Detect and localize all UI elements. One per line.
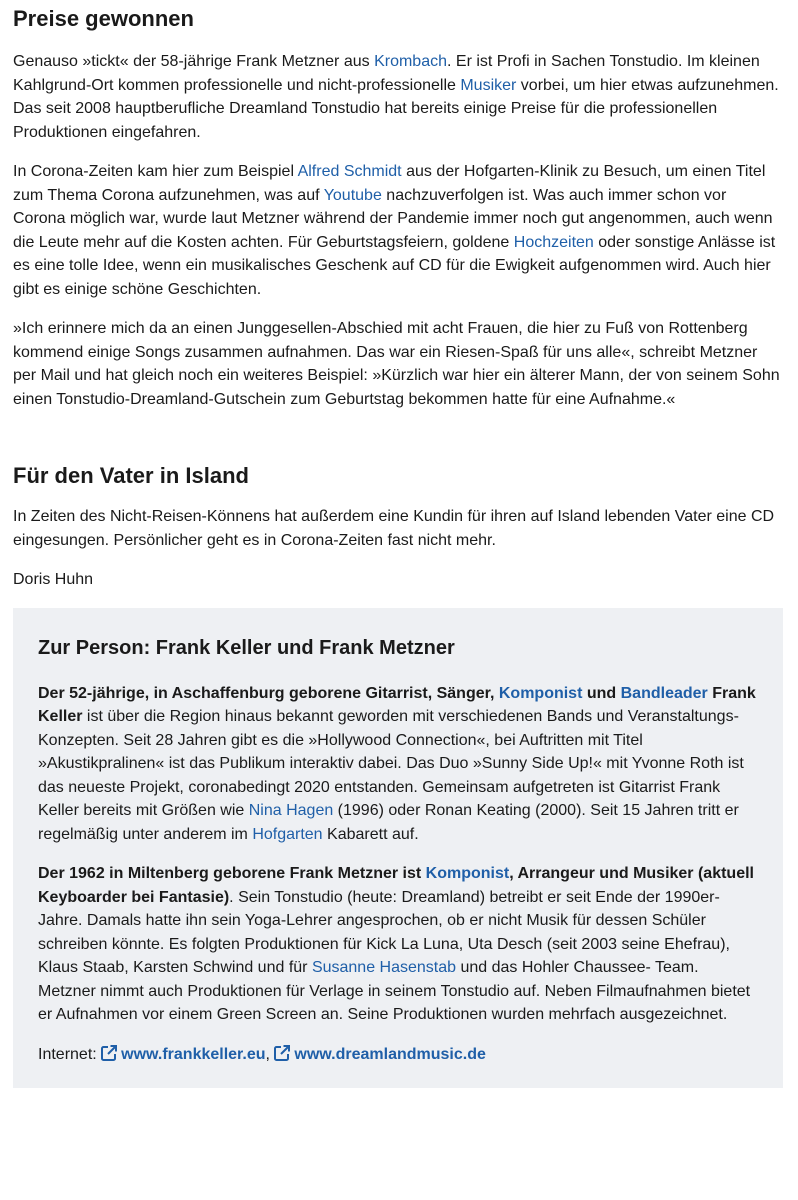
text: ist über die Region hinaus bekannt geworden mit verschiedenen Bands und Veranstaltungs-Konzepten. Seit 28 Jahren gibt es die »Hollywood Connection«, bei Auftritten mit Titel »Akustikpralinen« ist das Publikum interaktiv dabei. Das Duo »Sunny Side Up!« mit Yvonne Roth ist das neueste Projekt, coronabedingt 2020 entstanden. Gemeinsam aufgetreten ist Gitarrist Frank Keller bereits mit Größen wie xyxy=(38,708,744,819)
text: und xyxy=(582,684,621,702)
link-bandleader[interactable]: Bandleader xyxy=(620,684,708,702)
link-komponist[interactable]: Komponist xyxy=(498,684,583,702)
text: Kabarett auf. xyxy=(322,825,419,843)
info-box xyxy=(13,608,783,1089)
quote-paragraph: »Ich erinnere mich da an einen Junggesellen-Abschied mit acht Frauen, die hier zu Fuß von Rottenberg kommend einige Songs zusammen aufnahmen. Das war ein Riesen-Spaß für uns alle«, schreibt Metzner per Mail und hat gleich noch ein weiteres Beispiel: »Kürzlich war hier ein älterer Mann, der von seinem Sohn einen Tonstudio-Dreamland-Gutschein zum Geburtstag bekommen hatte für eine Aufnahme.« xyxy=(13,320,780,408)
paragraph xyxy=(13,160,783,301)
internet-links xyxy=(38,1043,758,1067)
link-nina-hagen[interactable]: Nina Hagen xyxy=(248,802,334,819)
link-frankkeller[interactable] xyxy=(101,1046,265,1063)
author: Doris Huhn xyxy=(13,571,94,588)
text: In Corona-Zeiten kam hier zum Beispiel xyxy=(13,163,298,180)
internet-label: Internet: xyxy=(38,1045,102,1063)
text: nachzuverfolgen ist. Was auch immer schon vor Corona möglich war, wurde laut Metzner während der Pandemie immer noch gut angenommen, auch wenn die Leute mehr auf die Kosten achten. Für Geburtstagsfeiern, goldene xyxy=(13,186,773,251)
text: und das Hohler Chaussee- Team. Metzner nimmt auch Produktionen für Verlage in seinem Tonstudio auf. Neben Filmaufnahmen bietet er Aufnahmen vor einem Green Screen an. Seine Produktionen wurden mehrfach ausgezeichnet. xyxy=(38,959,751,1023)
text: oder sonstige Anlässe ist es eine tolle Idee, wenn ein musikalisches Geschenk auf CD für die Ewigkeit aufgenommen wird. Auch hier gibt es einige schöne Geschichten. xyxy=(13,233,776,298)
text: Genauso »tickt« der 58-jährige Frank Metzner aus xyxy=(13,53,375,70)
article xyxy=(13,0,783,1088)
link-musiker[interactable]: Musiker xyxy=(460,76,517,94)
info-box-heading: Zur Person: Frank Keller und Frank Metzner xyxy=(38,636,455,659)
section-heading: Preise gewonnen xyxy=(13,6,194,31)
link-hofgarten[interactable]: Hofgarten xyxy=(252,825,323,843)
link-komponist[interactable]: Komponist xyxy=(425,865,510,882)
link-krombach[interactable]: Krombach xyxy=(374,53,447,70)
info-paragraph-metzner xyxy=(38,862,758,1027)
text: Der 1962 in Miltenberg geborene Frank Metzner ist xyxy=(38,865,426,882)
text: vorbei, um hier etwas aufzunehmen. Das seit 2008 hauptberufliche Dreamland Tonstudio hat bereits einige Preise für die professionellen Produktionen eingefahren. xyxy=(13,76,779,141)
text: Der 52-jährige, in Aschaffenburg geborene Gitarrist, Sänger, xyxy=(38,684,499,702)
text: Frank Keller xyxy=(38,684,756,725)
separator: , xyxy=(265,1045,275,1063)
link-text[interactable]: www.dreamlandmusic.de xyxy=(294,1045,486,1063)
text: (1996) oder Ronan Keating (2000). Seit 15 Jahren tritt er regelmäßig unter anderem im xyxy=(38,802,739,843)
paragraph: In Zeiten des Nicht-Reisen-Könnens hat außerdem eine Kundin für ihren auf Island lebenden Vater eine CD eingesungen. Persönlicher geht es in Corona-Zeiten fast nicht mehr. xyxy=(13,508,775,549)
link-youtube[interactable]: Youtube xyxy=(323,186,382,204)
link-text[interactable]: www.frankkeller.eu xyxy=(121,1045,266,1063)
paragraph xyxy=(13,50,783,144)
link-alfred-schmidt[interactable]: Alfred Schmidt xyxy=(297,163,402,180)
text: . Sein Tonstudio (heute: Dreamland) betreibt er seit Ende der 1990er-Jahre. Damals hatte ihn sein Yoga-Lehrer angesprochen, ob er nicht Musik für dessen Schüler schreiben könnte. Es folgten Produktionen für Kick La Luna, Uta Desch (seit 2003 seine Ehefrau), Klaus Staab, Karsten Schwind und für xyxy=(38,888,730,976)
section-heading: Für den Vater in Island xyxy=(13,463,249,488)
text: aus der Hofgarten-Klinik zu Besuch, um einen Titel zum Thema Corona aufzunehmen, was auf xyxy=(13,163,766,204)
link-susanne-hasenstab[interactable]: Susanne Hasenstab xyxy=(311,959,457,976)
link-hochzeiten[interactable]: Hochzeiten xyxy=(513,233,594,251)
link-dreamlandmusic[interactable] xyxy=(274,1046,485,1063)
text: . Er ist Profi in Sachen Tonstudio. Im kleinen Kahlgrund-Ort kommen professionelle und nicht-professionelle xyxy=(13,53,760,94)
text: , Arrangeur und Musiker (aktuell Keyboarder bei Fantasie) xyxy=(38,865,754,906)
info-paragraph-keller xyxy=(38,682,758,847)
external-link-icon xyxy=(101,1045,117,1061)
external-link-icon xyxy=(274,1045,290,1061)
